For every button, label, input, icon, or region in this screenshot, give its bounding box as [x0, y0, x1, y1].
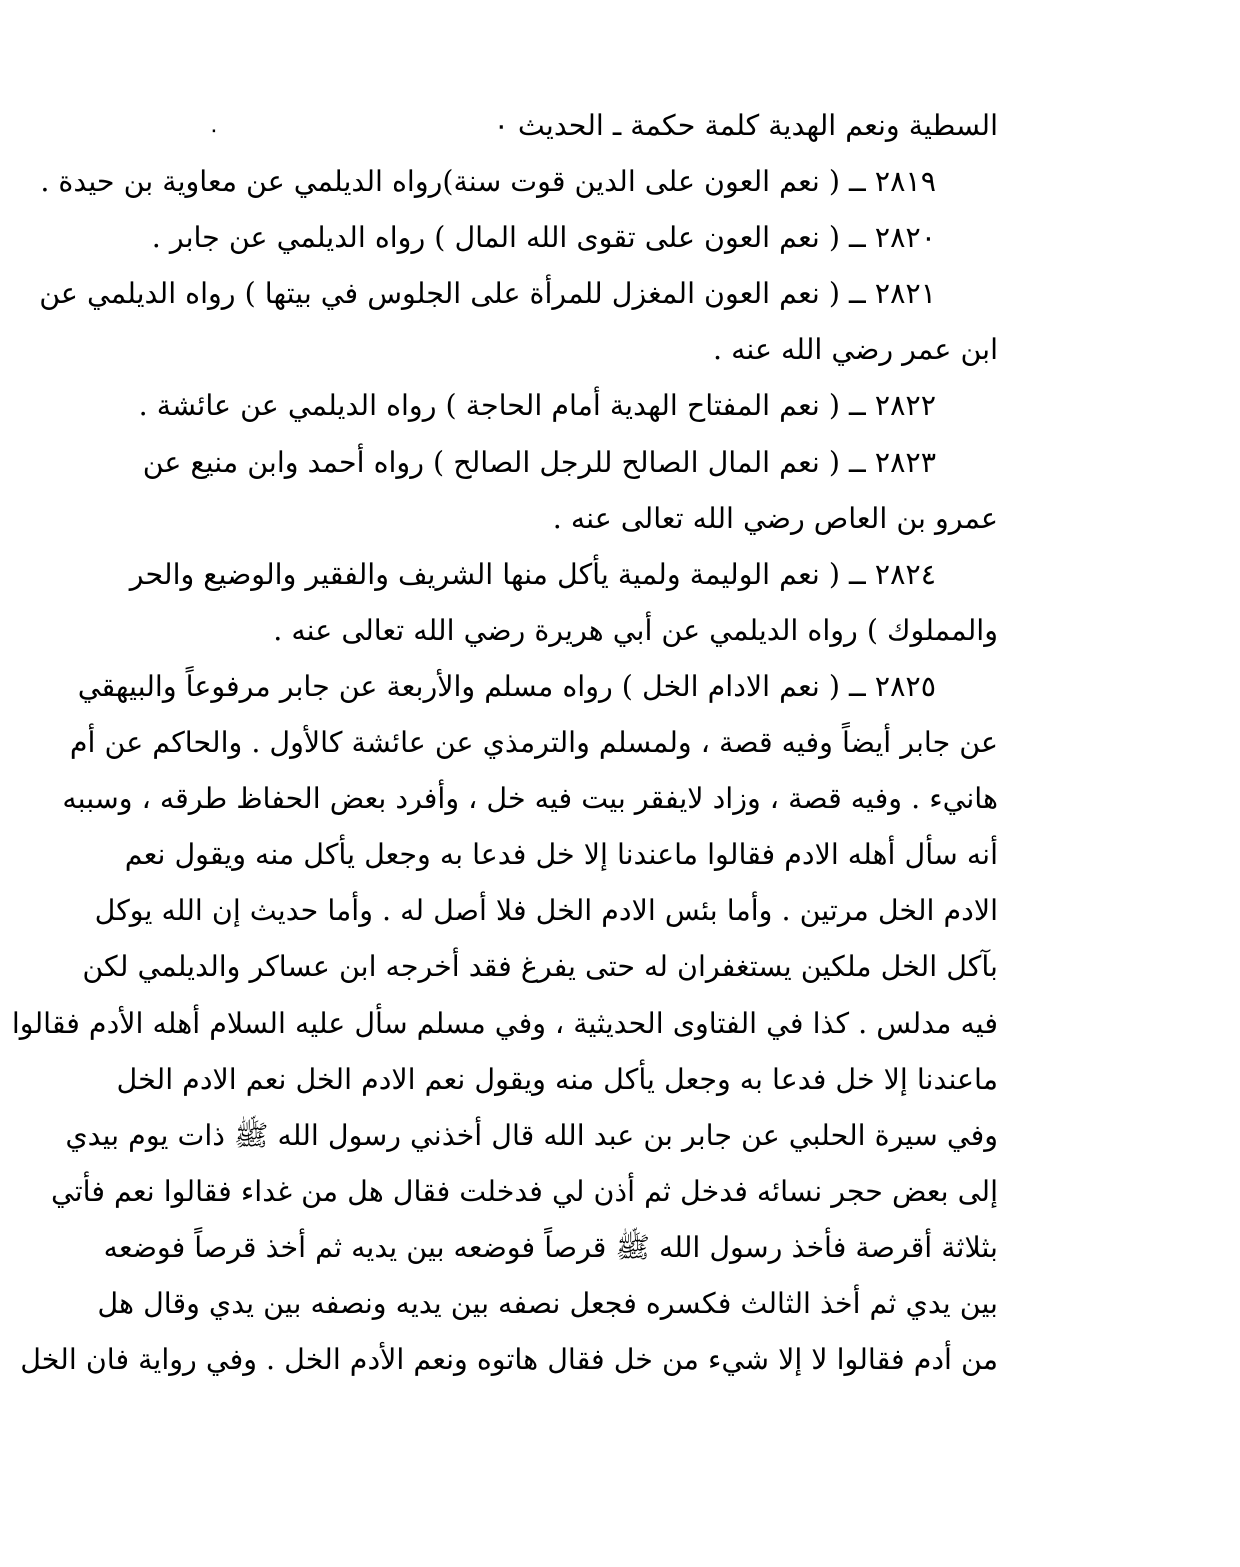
text-line: إلى بعض حجر نسائه فدخل ثم أذن لي فدخلت فقال هل من غداء فقالوا نعم فأتي	[51, 1174, 998, 1208]
text-line: ٢٨٢٣ ــ ( نعم المال الصالح للرجل الصالح ) رواه أحمد وابن منيع عن	[142, 445, 936, 479]
text-line: هانيء . وفيه قصة ، وزاد لايفقر بيت فيه خل ، وأفرد بعض الحفاظ طرقه ، وسببه	[62, 782, 998, 816]
text-line: فيه مدلس . كذا في الفتاوى الحديثية ، وفي مسلم سأل عليه السلام أهله الأدم فقالوا	[11, 1006, 998, 1040]
text-line: أنه سأل أهله الادم فقالوا ماعندنا إلا خل فدعا به وجعل يأكل منه ويقول نعم	[124, 838, 998, 872]
text-line: بثلاثة أقرصة فأخذ رسول الله ﷺ قرصاً فوضعه بين يديه ثم أخذ قرصاً فوضعه	[103, 1230, 998, 1264]
document-body	[11, 98, 998, 1388]
text-line: بين يدي ثم أخذ الثالث فكسره فجعل نصفه بين يديه ونصفه بين يدي وقال هل	[97, 1286, 998, 1320]
text-line: ٢٨١٩ ــ ( نعم العون على الدين قوت سنة)رواه الديلمي عن معاوية بن حيدة .	[40, 165, 936, 199]
text-line: ٢٨٢١ ــ ( نعم العون المغزل للمرأة على الجلوس في بيتها ) رواه الديلمي عن	[39, 277, 936, 311]
text-line: السطية ونعم الهدية كلمة حكمة ـ الحديث ٠	[493, 109, 998, 142]
text-line: عن جابر أيضاً وفيه قصة ، ولمسلم والترمذي عن عائشة كالأول . والحاكم عن أم	[69, 726, 998, 760]
text-line: ٢٨٢٢ ــ ( نعم المفتاح الهدية أمام الحاجة ) رواه الديلمي عن عائشة .	[138, 389, 936, 423]
text-line: الادم الخل مرتين . وأما بئس الادم الخل فلا أصل له . وأما حديث إن الله يوكل	[94, 894, 998, 928]
text-line: والمملوك ) رواه الديلمي عن أبي هريرة رضي الله تعالى عنه .	[273, 613, 998, 647]
page-marker: ٠	[208, 118, 220, 143]
text-line: ٢٨٢٥ ــ ( نعم الادام الخل ) رواه مسلم والأربعة عن جابر مرفوعاً والبيهقي	[77, 669, 936, 703]
text-line: عمرو بن العاص رضي الله تعالى عنه .	[552, 501, 998, 535]
text-line: من أدم فقالوا لا إلا شيء من خل فقال هاتوه ونعم الأدم الخل . وفي رواية فان الخل	[20, 1343, 998, 1377]
text-line: ٢٨٢٤ ــ ( نعم الوليمة ولمية يأكل منها الشريف والفقير والوضيع والحر	[129, 557, 936, 591]
text-line: ماعندنا إلا خل فدعا به وجعل يأكل منه ويقول نعم الادم الخل نعم الادم الخل	[116, 1062, 998, 1096]
text-line: ٢٨٢٠ ــ ( نعم العون على تقوى الله المال ) رواه الديلمي عن جابر .	[151, 221, 936, 255]
text-line: وفي سيرة الحلبي عن جابر بن عبد الله قال أخذني رسول الله ﷺ ذات يوم بيدي	[65, 1118, 998, 1152]
text-line: بآكل الخل ملكين يستغفران له حتى يفرغ فقد أخرجه ابن عساكر والديلمي لكن	[82, 950, 998, 984]
text-line: ابن عمر رضي الله عنه .	[712, 333, 998, 367]
